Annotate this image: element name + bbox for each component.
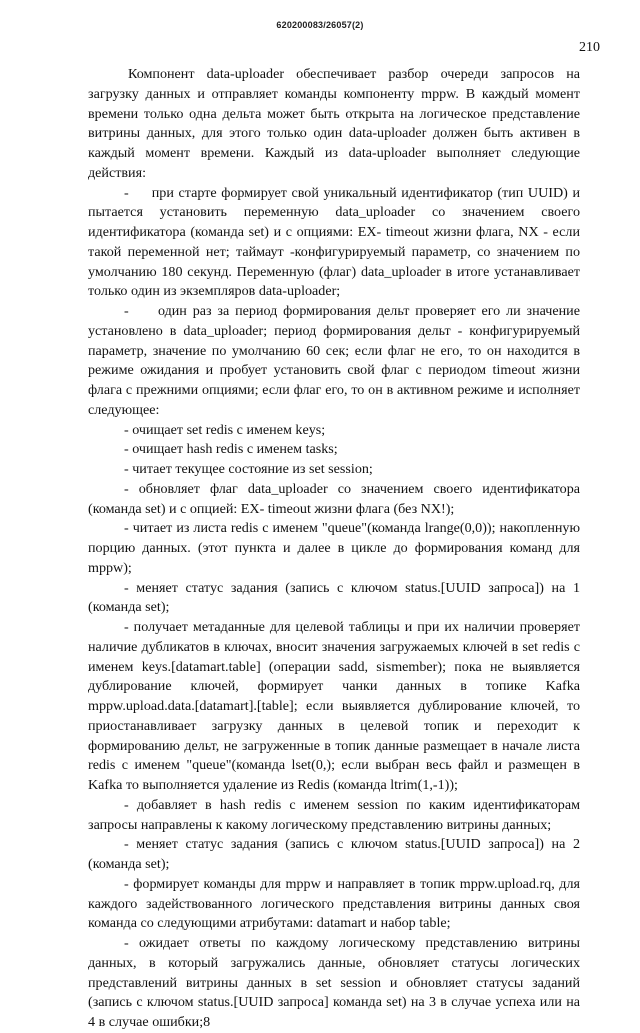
intro-paragraph: Компонент data-uploader обеспечивает разбор очереди запросов на загрузку данных и отправляет команды компоненту mppw. В каждый момент времени только одна дельта может быть открыта на логическое представление витрины данных, для этого только один data-uploader должен быть активен в каждый момент времени. Каждый из data-uploader выполняет следующие действия: [88, 66, 580, 181]
list-item: - меняет статус задания (запись с ключом status.[UUID запроса]) на 2 (команда set); [88, 836, 580, 872]
list-item: - обновляет флаг data_uploader со значением своего идентификатора (команда set) и с опцией: EX- timeout жизни флага (без NX!); [88, 480, 580, 517]
list-item: - очищает hash redis с именем tasks; [124, 441, 338, 458]
list-item: - читает текущее состояние из set session; [124, 461, 373, 477]
list-item: - очищает set redis с именем keys; [124, 421, 326, 438]
document-body [88, 65, 580, 1033]
list-item: - один раз за период формирования дельт проверяет его ли значение установлено в data_uploader; период формирования дельт - конфигурируемый параметр, значение по умолчанию 60 сек; если флаг не его, то он находится в режиме ожидания и пробует установить свой флаг с периодом timeout жизни флага с прежними опциями; если флаг его, то он в активном режиме и исполняет следующее: [88, 303, 580, 418]
list-item: - формирует команды для mppw и направляет в топик mppw.upload.rq, для каждого задействованного логического представления витрины данных своя команда со следующими атрибутами: datamart и набор table; [88, 875, 580, 932]
list-item: - при старте формирует свой уникальный идентификатор (тип UUID) и пытается установить переменную data_uploader со значением своего идентификатора (команда set) и с опциями: EX- timeout жизни флага, NX - если такой переменной нет; таймаут -конфигурируемый параметр, со значением по умолчанию 180 секунд. Переменную (флаг) data_uploader в итоге устанавливает только один из экземпляров data-uploader; [88, 184, 580, 300]
list-item: - меняет статус задания (запись с ключом status.[UUID запроса]) на 1 (команда set); [88, 579, 580, 616]
list-item: - получает метаданные для целевой таблицы и при их наличии проверяет наличие дубликатов в ключах, вносит значения загружаемых ключей в set redis с именем keys.[datamart.table] (операции sadd, sismember); пока не выявляется дублирование ключей, формирует чанки данных в топике Kafka mppw.upload.data.[datamart].[table]; если выявляется дублирование ключей, то приостанавливает загрузку данных в целевой топик и переходит к формированию дельт, не загруженные в топик данные размещает в начале листа redis с именем "queue"(команда lset(0,); если выбран весь файл и размещен в Kafka то выполняется удаление из Redis (команда ltrim(1,-1)); [88, 619, 580, 793]
page-number: 210 [579, 40, 600, 55]
list-item: - читает из листа redis с именем "queue"(команда lrange(0,0)); накопленную порцию данных. (этот пункта и далее в цикле до формирования команд для mppw); [88, 520, 580, 576]
list-item: - ожидает ответы по каждому логическому представлению витрины данных, в который загружались данные, обновляет статусы логических представлений витрины данных в set session и обновляет статусы заданий (запись с ключом status.[UUID запроса] команда set) на 3 в случае успеха или на 4 в случае ошибки;8 [88, 935, 580, 1030]
list-item: - добавляет в hash redis с именем session по каким идентификаторам запросы направлены к какому логическому представлению витрины данных; [88, 796, 580, 833]
document-id: 620200083/26057(2) [276, 20, 364, 30]
